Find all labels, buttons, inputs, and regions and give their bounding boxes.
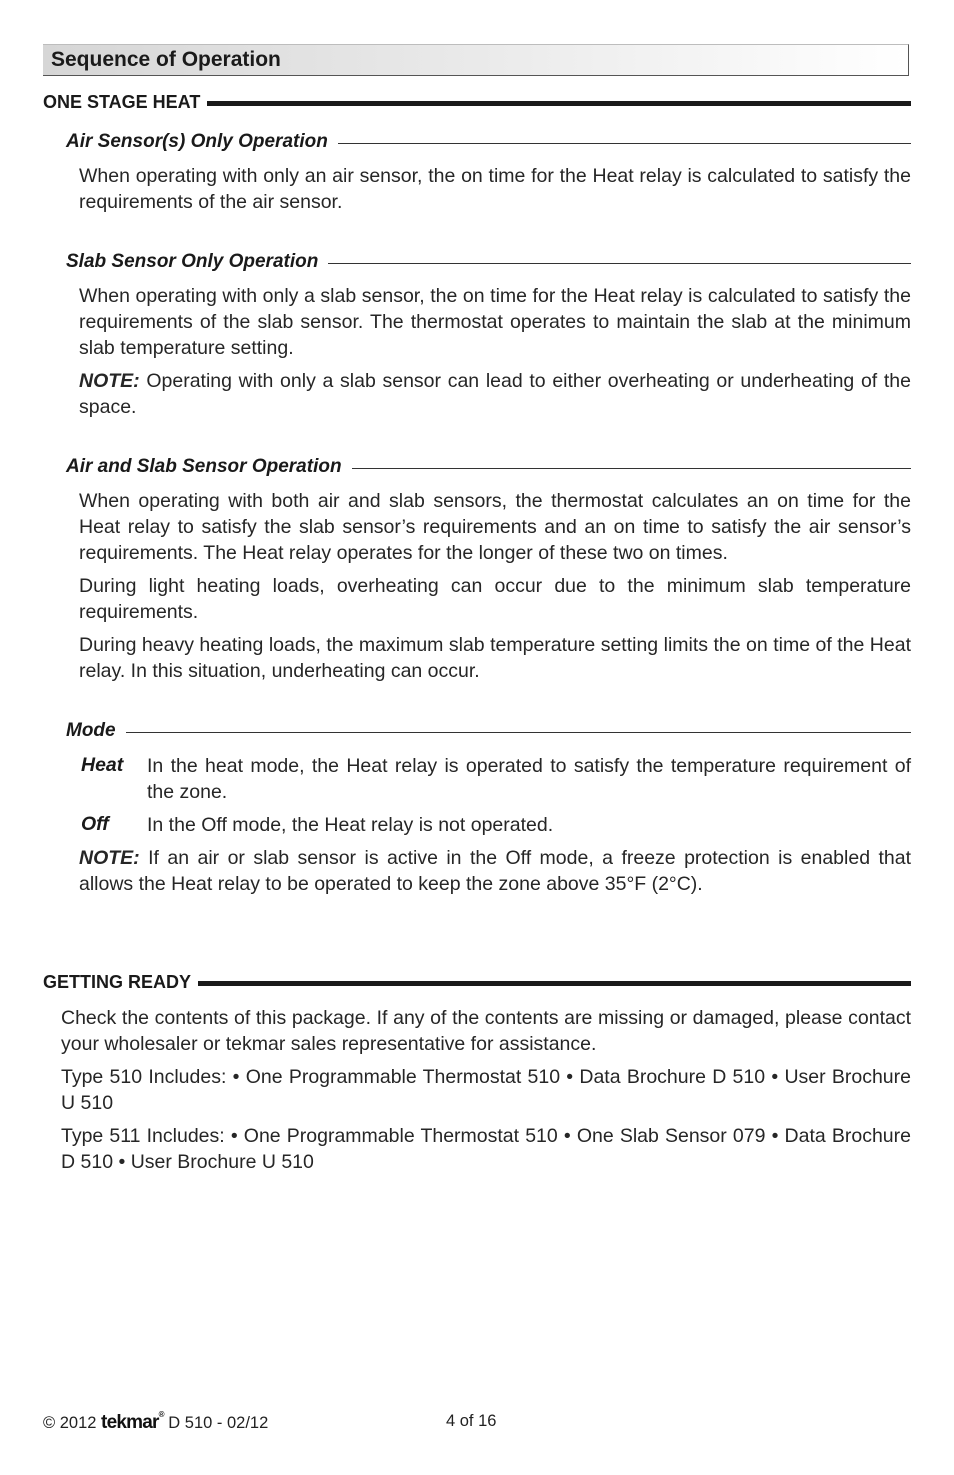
- subheading-rule: [328, 263, 911, 264]
- type-510-includes: Type 510 Includes: • One Programmable Thermostat 510 • Data Brochure D 510 • User Brochure U 510: [61, 1066, 911, 1114]
- slab-only-heading: Slab Sensor Only Operation: [66, 251, 319, 272]
- air-only-heading-row: [66, 131, 911, 153]
- section-banner: [43, 44, 909, 76]
- air-slab-heading: Air and Slab Sensor Operation: [66, 456, 342, 477]
- registered-mark: ®: [158, 1410, 164, 1419]
- mode-heat-description: In the heat mode, the Heat relay is operated to satisfy the temperature requirement of the zone.: [147, 755, 911, 803]
- mode-heat-label: Heat: [81, 754, 124, 776]
- note-text: Operating with only a slab sensor can lead to either overheating or underheating of the space.: [79, 370, 911, 418]
- page-title: Sequence of Operation: [51, 48, 281, 71]
- document-id: D 510 - 02/12: [168, 1414, 269, 1432]
- heading-rule: [198, 981, 911, 986]
- tekmar-logo: [101, 1412, 164, 1433]
- air-only-heading: Air Sensor(s) Only Operation: [66, 131, 328, 152]
- one-stage-heat-heading: ONE STAGE HEAT: [43, 92, 201, 112]
- getting-ready-heading-row: [43, 972, 911, 993]
- slab-only-paragraph: When operating with only a slab sensor, the on time for the Heat relay is calculated to satisfy the requirements of the slab sensor. The thermostat operates to maintain the slab at the minimum slab temperature setting.: [79, 285, 911, 359]
- mode-heading-row: [66, 720, 911, 742]
- mode-heading: Mode: [66, 720, 116, 741]
- note-text: If an air or slab sensor is active in the Off mode, a freeze protection is enabled that allows the Heat relay to be operated to keep the zone above 35°F (2°C).: [79, 847, 911, 895]
- mode-off-description: In the Off mode, the Heat relay is not operated.: [147, 814, 554, 836]
- footer-left: [43, 1412, 268, 1434]
- air-only-paragraph: When operating with only an air sensor, the on time for the Heat relay is calculated to satisfy the requirements of the air sensor.: [79, 165, 911, 213]
- heading-rule: [207, 101, 911, 106]
- subheading-rule: [352, 468, 911, 469]
- slab-only-note: [79, 368, 911, 420]
- air-slab-heading-row: [66, 456, 911, 478]
- air-slab-paragraph-2: During light heating loads, overheating can occur due to the minimum slab temperature requirements.: [79, 575, 911, 623]
- type-511-includes: Type 511 Includes: • One Programmable Thermostat 510 • One Slab Sensor 079 • Data Brochure D 510 • User Brochure U 510: [61, 1125, 911, 1173]
- copyright: © 2012: [43, 1414, 97, 1432]
- subheading-rule: [338, 143, 911, 144]
- page-number: 4 of 16: [446, 1412, 497, 1430]
- brand-name: tekmar: [101, 1412, 159, 1433]
- slab-only-heading-row: [66, 251, 911, 273]
- mode-note: [79, 845, 911, 897]
- note-label: NOTE:: [79, 370, 140, 392]
- one-stage-heat-heading-row: [43, 92, 911, 113]
- subheading-rule: [126, 732, 911, 733]
- getting-ready-paragraph-1: Check the contents of this package. If any of the contents are missing or damaged, please contact your wholesaler or tekmar sales representative for assistance.: [61, 1007, 911, 1055]
- note-label: NOTE:: [79, 847, 140, 869]
- air-slab-paragraph-1: When operating with both air and slab sensors, the thermostat calculates an on time for the Heat relay to satisfy the slab sensor’s requirements and an on time to satisfy the air sensor’s requirements. The Heat relay operates for the longer of these two on times.: [79, 490, 911, 564]
- mode-off-label: Off: [81, 813, 109, 835]
- getting-ready-heading: GETTING READY: [43, 972, 192, 992]
- air-slab-paragraph-3: During heavy heating loads, the maximum slab temperature setting limits the on time of the Heat relay. In this situation, underheating can occur.: [79, 634, 911, 682]
